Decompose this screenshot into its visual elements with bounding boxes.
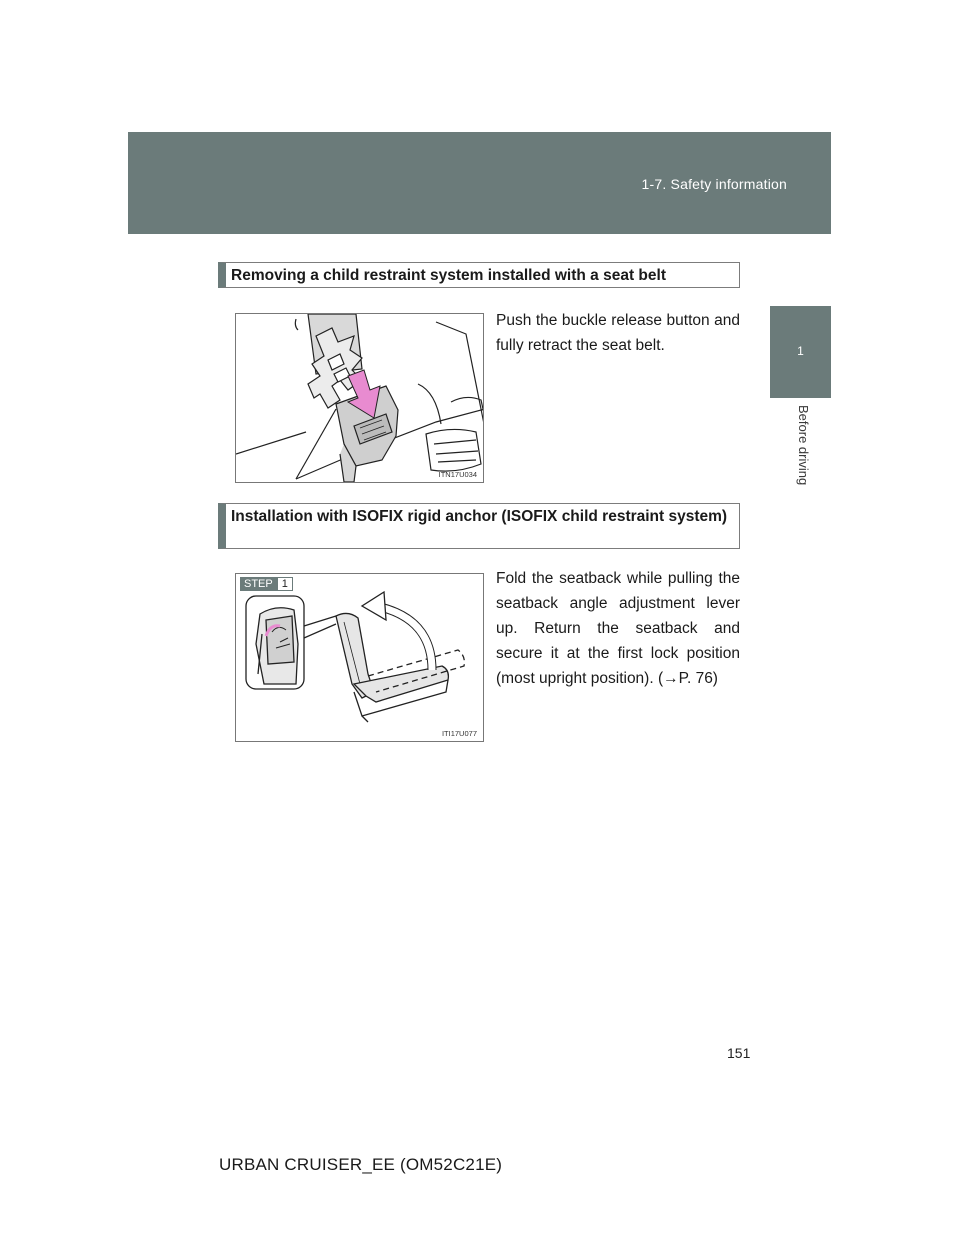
section-title: 1-7. Safety information — [641, 176, 787, 192]
figure-code: ITI17U077 — [441, 729, 477, 738]
section-heading-removing: Removing a child restraint system installed with a seat belt — [218, 262, 740, 288]
section-heading-isofix: Installation with ISOFIX rigid anchor (ISOFIX child restraint system) — [218, 503, 740, 549]
seatback-fold-drawing — [236, 574, 484, 742]
chapter-tab[interactable] — [770, 306, 831, 398]
step-label: STEP — [240, 577, 277, 591]
chapter-number: 1 — [797, 344, 804, 358]
figure-code: ITN17U034 — [438, 470, 477, 479]
seatback-fold-illustration — [235, 573, 484, 742]
body-text-removing: Push the buckle release button and fully retract the seat belt. — [496, 312, 740, 354]
chapter-label: Before driving — [796, 405, 811, 486]
header-band — [128, 132, 831, 234]
page-number: 151 — [727, 1045, 751, 1061]
body-text-isofix: Fold the seatback while pulling the seatback angle adjustment lever up. Return the seatback and secure it at the first lock position (most upright position). (→P. 76) — [496, 570, 740, 687]
step-number: 1 — [277, 577, 293, 591]
buckle-release-drawing — [236, 314, 484, 483]
footer-model: URBAN CRUISER_EE (OM52C21E) — [219, 1155, 503, 1174]
seat-belt-buckle-illustration — [235, 313, 484, 483]
